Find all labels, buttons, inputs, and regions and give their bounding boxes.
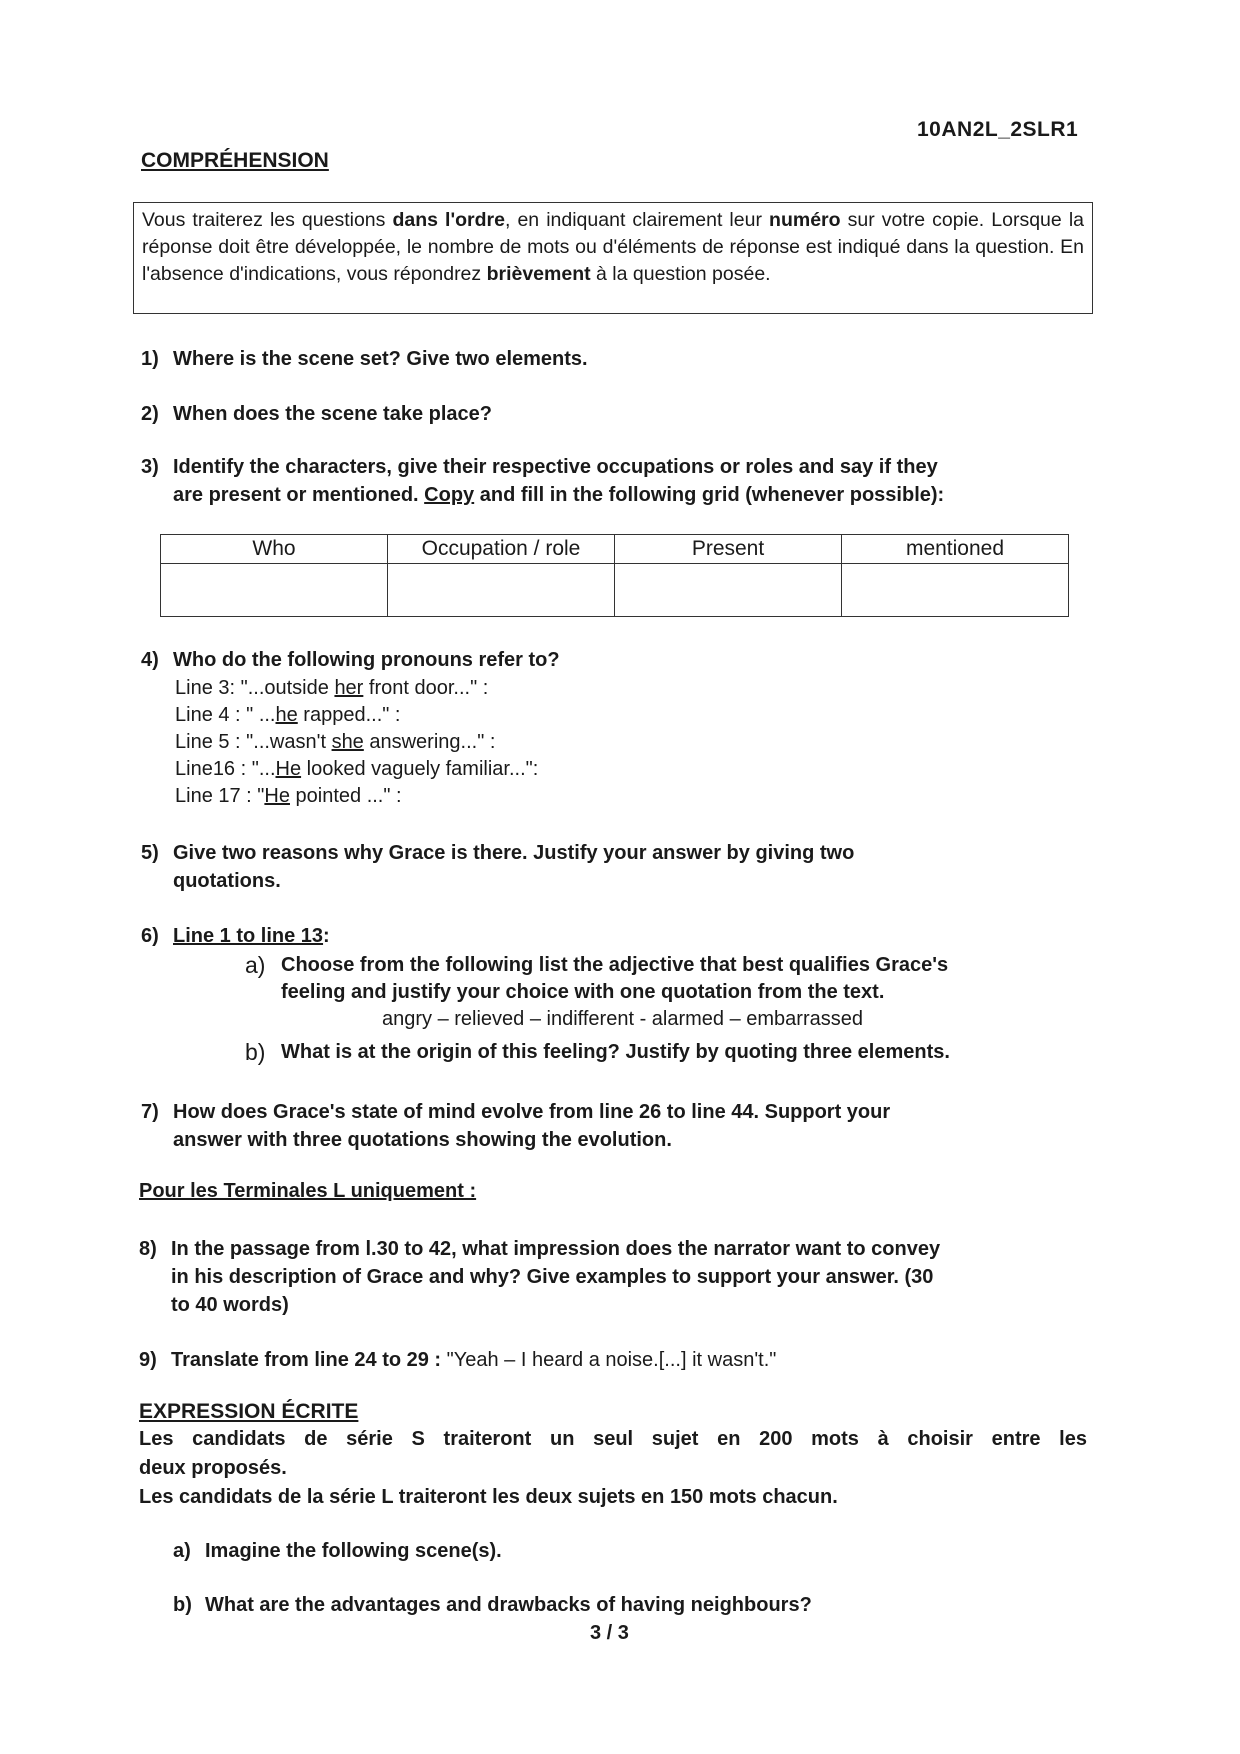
page-number: 3 / 3	[590, 1622, 629, 1644]
question-6-number: 6)	[141, 925, 159, 947]
question-4-number: 4)	[141, 649, 159, 671]
adjective-list: angry – relieved – indifferent - alarmed – embarrassed	[382, 1008, 863, 1030]
question-4	[141, 646, 1101, 816]
instructions-box	[133, 202, 1093, 314]
question-6-heading	[173, 922, 330, 950]
question-6a-label: a)	[245, 952, 266, 978]
question-3-line-2a: are present or mentioned.	[173, 484, 425, 506]
pronoun-word: He	[275, 758, 302, 780]
grid-cell	[161, 564, 388, 617]
pronoun-line-post: answering..." :	[363, 731, 496, 753]
question-3-line-2b: and fill in the following grid (whenever possible):	[474, 484, 945, 506]
question-6	[141, 922, 1101, 1072]
pronoun-line-5	[175, 728, 495, 756]
pronoun-word: her	[334, 677, 364, 699]
question-1-number: 1)	[141, 348, 159, 370]
topic-a-label: a)	[173, 1540, 191, 1562]
instructions-bold-1: dans l'ordre	[392, 209, 505, 231]
question-9-text	[171, 1346, 776, 1374]
grid-header-who: Who	[161, 535, 388, 564]
grid-cell	[388, 564, 615, 617]
pronoun-line-pre: Line 3: "...outside	[175, 677, 335, 699]
pronoun-line-pre: Line16 : "...	[175, 758, 276, 780]
question-8	[139, 1235, 1099, 1319]
writing-topic-a	[173, 1537, 1073, 1565]
question-1	[141, 345, 1101, 373]
series-l-line: Les candidats de la série L traiteront les deux sujets en 150 mots chacun.	[139, 1486, 838, 1508]
pronoun-line-post: rapped..." :	[297, 704, 401, 726]
grid-header-present: Present	[615, 535, 842, 564]
question-5-line-2: quotations.	[173, 870, 281, 892]
question-3-line-2	[173, 481, 944, 509]
grid-empty-row	[161, 564, 1069, 617]
question-2-number: 2)	[141, 403, 159, 425]
topic-a-text: Imagine the following scene(s).	[205, 1540, 502, 1562]
grid-cell	[615, 564, 842, 617]
pronoun-line-post: looked vaguely familiar...":	[301, 758, 539, 780]
pronoun-line-17	[175, 782, 402, 810]
comprehension-title: COMPRÉHENSION	[141, 149, 329, 172]
series-s-line-1: Les candidats de série S traiteront un seul sujet en 200 mots à choisir entre les	[139, 1428, 1087, 1450]
terminales-heading: Pour les Terminales L uniquement :	[139, 1180, 477, 1202]
pronoun-line-pre: Line 17 : "	[175, 785, 265, 807]
expression-title: EXPRESSION ÉCRITE	[139, 1400, 359, 1423]
pronoun-word: He	[264, 785, 290, 807]
question-9-instruction: Translate from line 24 to 29 :	[171, 1349, 447, 1371]
question-3-line-1: Identify the characters, give their respective occupations or roles and say if they	[173, 456, 938, 478]
question-2	[141, 400, 1101, 428]
pronoun-line-3	[175, 674, 488, 702]
writing-topic-b	[173, 1591, 1073, 1619]
question-4-text: Who do the following pronouns refer to?	[173, 649, 560, 671]
question-9-number: 9)	[139, 1349, 157, 1371]
question-2-text: When does the scene take place?	[173, 403, 492, 425]
instructions-bold-3: brièvement	[486, 263, 591, 285]
question-6a-line-2: feeling and justify your choice with one quotation from the text.	[281, 981, 885, 1003]
instructions-text-3: sur votre copie. Lorsque la réponse doit être développée, le nombre de mots ou d'éléments de réponse est indiqué dans la question. En l'absence d'indications, vous répondrez	[142, 209, 1084, 285]
grid-cell	[842, 564, 1069, 617]
question-3-number: 3)	[141, 456, 159, 478]
question-3	[141, 453, 1101, 509]
instructions-text-1: Vous traiterez les questions	[142, 209, 393, 231]
question-5-number: 5)	[141, 842, 159, 864]
pronoun-word: he	[275, 704, 298, 726]
question-5-line-1: Give two reasons why Grace is there. Justify your answer by giving two	[173, 842, 855, 864]
grid-header-mentioned: mentioned	[842, 535, 1069, 564]
characters-grid	[160, 534, 1069, 617]
question-9	[139, 1346, 1099, 1374]
instructions-text-4: à la question posée.	[590, 263, 771, 285]
question-5	[141, 839, 1101, 895]
question-8-line-1: In the passage from l.30 to 42, what impression does the narrator want to convey	[171, 1238, 941, 1260]
question-6a-line-1: Choose from the following list the adjective that best qualifies Grace's	[281, 954, 949, 976]
question-1-text: Where is the scene set? Give two elements.	[173, 348, 588, 370]
pronoun-line-4	[175, 701, 400, 729]
question-3-copy-word: Copy	[424, 484, 475, 506]
question-8-line-3: to 40 words)	[171, 1294, 289, 1316]
question-7-line-2: answer with three quotations showing the evolution.	[173, 1129, 672, 1151]
exam-code: 10AN2L_2SLR1	[917, 118, 1079, 141]
pronoun-line-16	[175, 755, 538, 783]
question-6-colon: :	[323, 925, 330, 947]
question-7-number: 7)	[141, 1101, 159, 1123]
question-9-quote: "Yeah – I heard a noise.[...] it wasn't."	[446, 1349, 777, 1371]
question-6-lines-range: Line 1 to line 13	[173, 925, 324, 947]
grid-header-occupation: Occupation / role	[388, 535, 615, 564]
pronoun-line-pre: Line 5 : "...wasn't	[175, 731, 332, 753]
instructions-bold-2: numéro	[769, 209, 841, 231]
expression-instructions	[139, 1425, 1099, 1512]
instructions-text-2: , en indiquant clairement leur	[504, 209, 770, 231]
question-6b-label: b)	[245, 1039, 266, 1065]
question-7	[141, 1098, 1101, 1154]
question-6b-text: What is at the origin of this feeling? Justify by quoting three elements.	[281, 1041, 950, 1063]
question-7-line-1: How does Grace's state of mind evolve from line 26 to line 44. Support your	[173, 1101, 891, 1123]
series-s-line-2: deux proposés.	[139, 1457, 287, 1479]
topic-b-text: What are the advantages and drawbacks of having neighbours?	[205, 1594, 812, 1616]
question-8-line-2: in his description of Grace and why? Give examples to support your answer. (30	[171, 1266, 934, 1288]
pronoun-line-post: front door..." :	[363, 677, 489, 699]
pronoun-line-pre: Line 4 : " ...	[175, 704, 276, 726]
pronoun-line-post: pointed ..." :	[289, 785, 402, 807]
grid-header-row	[161, 535, 1069, 564]
topic-b-label: b)	[173, 1594, 192, 1616]
pronoun-word: she	[331, 731, 364, 753]
question-8-number: 8)	[139, 1238, 157, 1260]
